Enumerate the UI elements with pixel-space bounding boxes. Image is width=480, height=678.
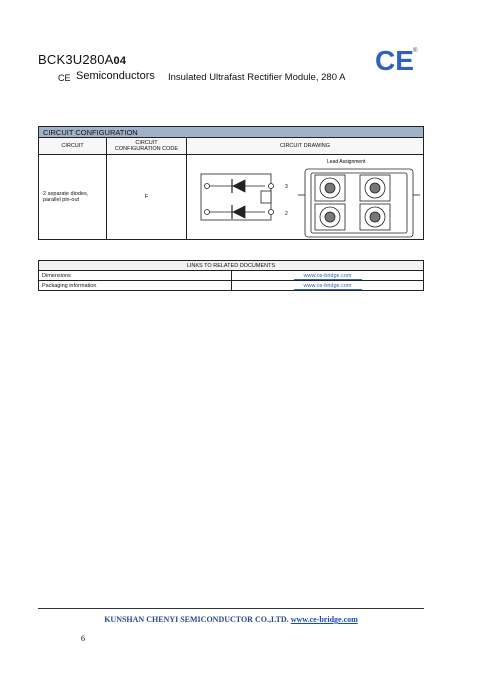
part-number bbox=[38, 52, 126, 67]
brand-name: Semiconductors bbox=[76, 70, 155, 82]
pin-3-label: 3 bbox=[285, 184, 288, 190]
column-header-code-line1: CIRCUIT bbox=[135, 140, 158, 146]
logo-text: CE bbox=[375, 45, 414, 73]
link-text[interactable]: www.ce-bridge.com bbox=[294, 273, 362, 280]
footer-link[interactable]: www.ce-bridge.com bbox=[290, 615, 358, 624]
doc-label-packaging: Packaging information bbox=[39, 281, 232, 291]
circuit-configuration-table bbox=[38, 126, 424, 240]
pin-2-label: 2 bbox=[285, 211, 288, 217]
page-number: 6 bbox=[81, 634, 85, 643]
circuit-description bbox=[39, 155, 107, 240]
column-header-circuit: CIRCUIT bbox=[39, 138, 107, 155]
links-caption: LINKS TO RELATED DOCUMENTS bbox=[39, 261, 424, 271]
footer bbox=[38, 615, 424, 624]
company-name: KUNSHAN CHENYI SEMICONDUCTOR CO.,LTD. bbox=[104, 615, 289, 624]
column-header-code-line2: CONFIGURATION CODE bbox=[114, 146, 179, 152]
footer-divider bbox=[38, 608, 424, 609]
doc-link-dimensions[interactable] bbox=[232, 271, 424, 281]
circuit-drawing bbox=[187, 155, 423, 239]
doc-link-packaging[interactable] bbox=[232, 281, 424, 291]
link-text[interactable]: www.ce-bridge.com bbox=[294, 283, 362, 290]
table-caption: CIRCUIT CONFIGURATION bbox=[39, 127, 424, 138]
diode-schematic bbox=[201, 174, 274, 220]
registered-mark: ® bbox=[413, 48, 418, 54]
circuit-description-line2: parallel pin-out bbox=[43, 197, 80, 203]
ce-logo bbox=[374, 45, 420, 73]
lead-assignment-label: Lead Assignment bbox=[327, 159, 366, 165]
module-package-drawing bbox=[298, 169, 420, 237]
product-subtitle: Insulated Ultrafast Rectifier Module, 280 A bbox=[168, 72, 346, 83]
brand-ce: CE bbox=[58, 73, 71, 83]
related-documents-table bbox=[38, 260, 424, 291]
doc-label-dimensions: Dimensions bbox=[39, 271, 232, 281]
circuit-description-line1: 2 separate diodes, bbox=[43, 191, 89, 197]
configuration-code: F bbox=[107, 155, 187, 240]
table-row bbox=[39, 271, 424, 281]
part-prefix: BCK3U280A bbox=[38, 52, 114, 67]
column-header-drawing: CIRCUIT DRAWING bbox=[187, 138, 424, 155]
table-row bbox=[39, 281, 424, 291]
part-suffix: 04 bbox=[113, 55, 127, 67]
circuit-drawing-cell bbox=[187, 155, 424, 240]
column-header-code bbox=[107, 138, 187, 155]
